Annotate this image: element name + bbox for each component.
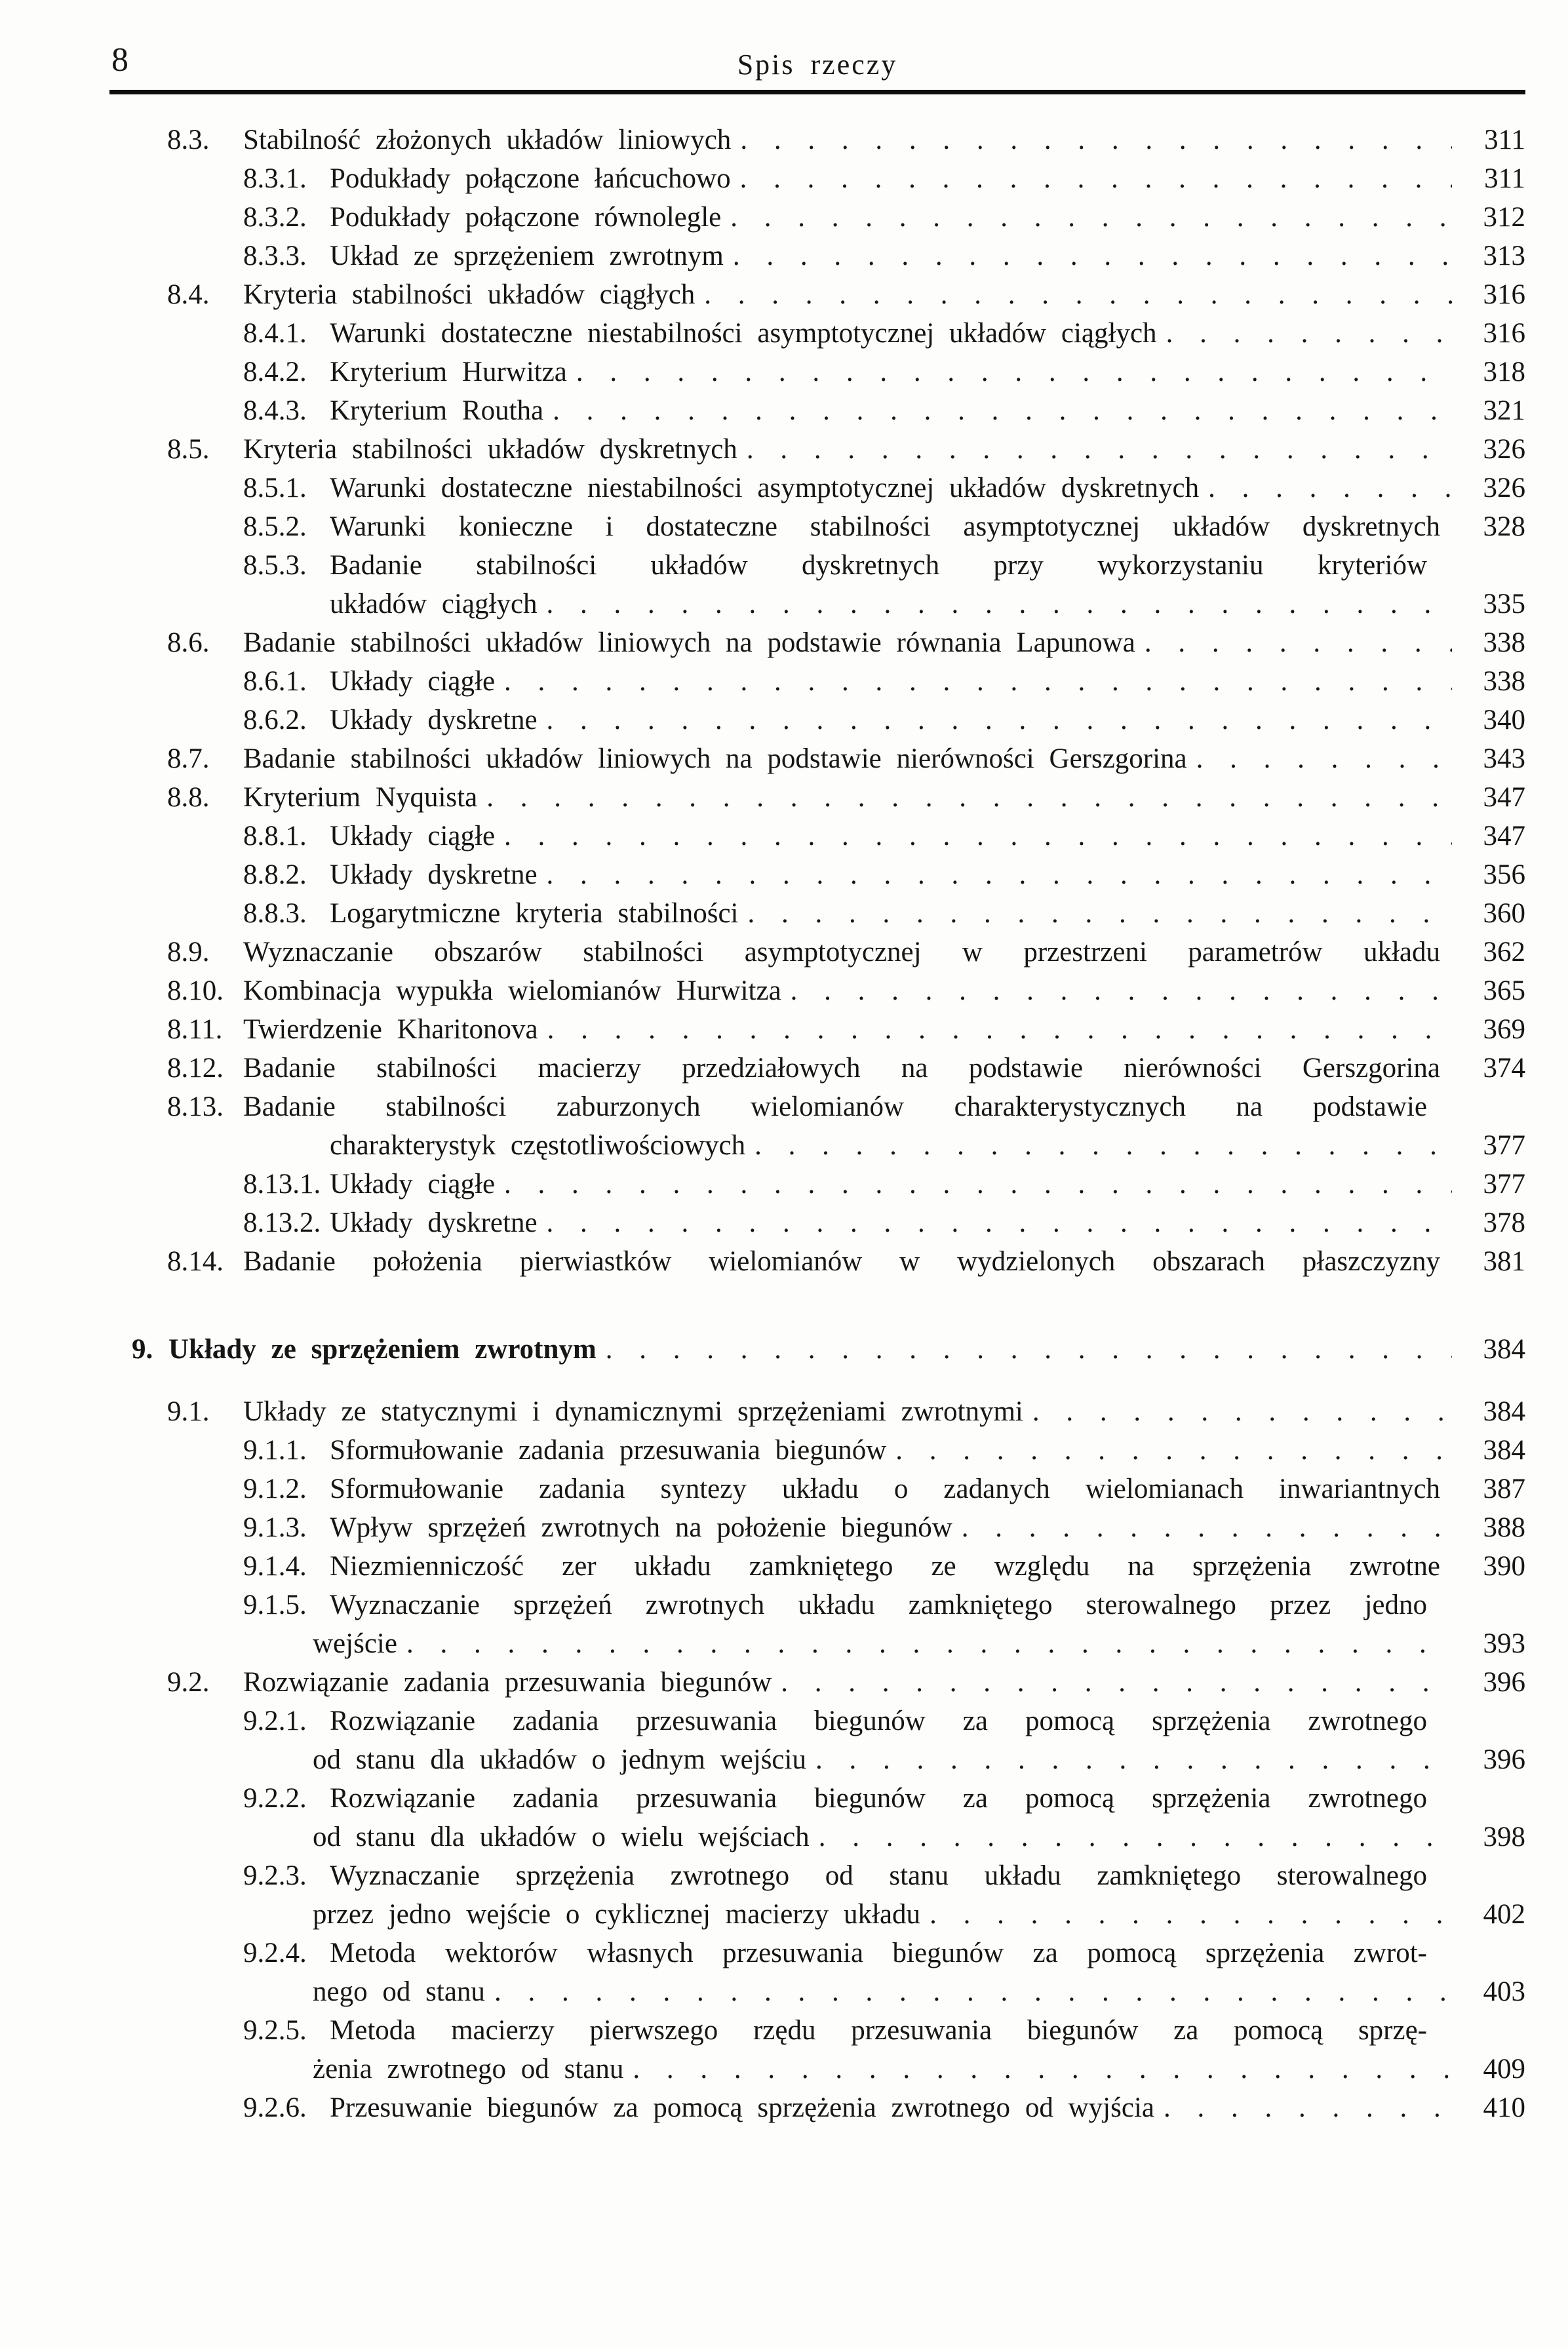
dot-leader <box>504 662 1452 701</box>
toc-entry-title: Układy ciągłe <box>330 666 496 697</box>
toc-entry-title: Układy ciągłe <box>330 1169 496 1200</box>
toc-entry <box>243 469 1525 507</box>
toc-entry-title: Logarytmiczne kryteria stabilności <box>330 898 739 929</box>
dot-leader <box>1164 2088 1452 2127</box>
toc-entry <box>243 1586 1525 1624</box>
toc-entry-title: Podukłady połączone łańcuchowo <box>330 163 731 194</box>
toc-entry <box>243 855 1525 894</box>
toc-entry-number: 8.8.3. <box>243 898 307 929</box>
toc-entry-continuation <box>313 1818 1525 1856</box>
toc-entry-number: 9.1.1. <box>243 1435 307 1466</box>
toc-page-number: 398 <box>1483 1822 1525 1852</box>
toc-entry-title: nego od stanu <box>313 1976 485 2007</box>
toc-entry <box>243 1856 1525 1895</box>
toc-entry <box>167 430 1525 469</box>
toc-entry-number: 8.4.2. <box>243 357 307 387</box>
header-rule <box>109 90 1525 94</box>
toc-entry-title: Warunki dostateczne niestabilności asymptotycznej układów ciągłych <box>330 318 1157 349</box>
toc-entry <box>243 353 1525 391</box>
toc-entry-title: Twierdzenie Kharitonova <box>243 1014 538 1045</box>
toc-page-number: 377 <box>1483 1130 1525 1161</box>
dot-leader <box>781 1663 1452 1702</box>
toc-entry-number: 9.1.2. <box>243 1474 307 1504</box>
toc-page-number: 410 <box>1483 2092 1525 2123</box>
toc-entry-title: Kryteria stabilności układów dyskretnych <box>243 434 737 465</box>
toc-entry-title: Układy ze sprzężeniem zwrotnym <box>168 1334 597 1365</box>
dot-leader <box>494 1972 1452 2011</box>
dot-leader <box>553 391 1452 430</box>
toc-entry-title: Wyznaczanie sprzężenia zwrotnego od stanu układu zamkniętego sterowalnego <box>330 1860 1427 1891</box>
toc-entry-title: Rozwiązanie zadania przesuwania biegunów za pomocą sprzężenia zwrotnego <box>330 1783 1427 1814</box>
toc-page-number: 318 <box>1483 357 1525 387</box>
toc-page-number: 326 <box>1483 473 1525 503</box>
toc-page-number: 326 <box>1483 434 1525 465</box>
toc-entry <box>243 1547 1525 1586</box>
dot-leader <box>547 1010 1452 1049</box>
toc-page-number: 384 <box>1483 1334 1525 1365</box>
toc-entry <box>243 662 1525 701</box>
toc-entry-title: Przesuwanie biegunów za pomocą sprzężenia zwrotnego od wyjścia <box>330 2092 1154 2123</box>
dot-leader <box>547 1203 1452 1242</box>
toc-entry-title: Badanie stabilności układów liniowych na podstawie równania Lapunowa <box>243 627 1135 658</box>
toc-entry-title: Układy dyskretne <box>330 705 538 735</box>
dot-leader <box>791 971 1452 1010</box>
toc-page-number: 340 <box>1483 705 1525 735</box>
toc-entry <box>132 1330 1525 1369</box>
toc-page-number: 316 <box>1483 279 1525 310</box>
toc-entry-number: 8.11. <box>167 1014 223 1045</box>
toc-entry <box>167 778 1525 817</box>
toc-page-number: 338 <box>1483 627 1525 658</box>
toc-entry-title: Sformułowanie zadania syntezy układu o zadanych wielomianach inwariantnych <box>330 1474 1440 1504</box>
toc-page-number: 384 <box>1483 1396 1525 1427</box>
dot-leader <box>633 2050 1452 2088</box>
toc-entry <box>167 1049 1525 1087</box>
dot-leader <box>1166 314 1452 353</box>
toc-page-number: 402 <box>1483 1899 1525 1930</box>
toc-entry-title: Sformułowanie zadania przesuwania biegunów <box>330 1435 887 1466</box>
toc-page-number: 381 <box>1483 1246 1525 1277</box>
toc-entry <box>243 894 1525 933</box>
dot-leader <box>606 1330 1452 1369</box>
toc-entry-number: 8.3.3. <box>243 241 307 271</box>
toc-page-number: 321 <box>1483 395 1525 426</box>
toc-entry-number: 8.13. <box>167 1091 224 1122</box>
toc-entry-number: 8.5.2. <box>243 511 307 542</box>
toc-entry-continuation <box>313 1895 1525 1934</box>
toc-entry-number: 8.5.3. <box>243 550 307 581</box>
toc-entry-title: żenia zwrotnego od stanu <box>313 2054 624 2084</box>
toc-entry-title: wejście <box>313 1628 397 1659</box>
toc-page-number: 313 <box>1483 241 1525 271</box>
toc-entry-number: 8.4.1. <box>243 318 307 349</box>
toc-page-number: 396 <box>1483 1744 1525 1775</box>
toc-entry-number: 9.2. <box>167 1667 210 1698</box>
toc-entry-title: Wyznaczanie obszarów stabilności asymptotycznej w przestrzeni parametrów układu <box>243 937 1440 968</box>
toc-entry-title: Badanie stabilności układów dyskretnych przy wykorzystaniu kryteriów <box>330 550 1427 581</box>
page-number: 8 <box>111 41 128 79</box>
toc-entry-title: Układy dyskretne <box>330 1207 538 1238</box>
toc-page-number: 388 <box>1483 1512 1525 1543</box>
toc-page-number: 396 <box>1483 1667 1525 1698</box>
toc-entry-title: Badanie stabilności macierzy przedziałowych na podstawie nierówności Gerszgorina <box>243 1053 1440 1084</box>
toc-entry <box>167 933 1525 971</box>
toc-entry-title: Warunki dostateczne niestabilności asymptotycznej układów dyskretnych <box>330 473 1200 503</box>
dot-leader <box>1208 469 1452 507</box>
toc-entry-title: Badanie położenia pierwiastków wielomianów w wydzielonych obszarach płaszczyzny <box>243 1246 1440 1277</box>
toc-entry-title: Niezmienniczość zer układu zamkniętego ze względu na sprzężenia zwrotne <box>330 1551 1440 1582</box>
toc-entry-number: 8.3.1. <box>243 163 307 194</box>
toc-entry-number: 8.3. <box>167 125 210 155</box>
toc-entry <box>243 1431 1525 1470</box>
dot-leader <box>733 237 1452 275</box>
toc-entry <box>243 701 1525 739</box>
toc-entry-number: 9.2.5. <box>243 2015 307 2046</box>
toc-entry-continuation <box>330 1126 1525 1165</box>
toc-page-number: 390 <box>1483 1551 1525 1582</box>
page-title: Spis rzeczy <box>737 49 898 81</box>
toc-entry-number: 9.2.2. <box>243 1783 307 1814</box>
toc-page-number: 362 <box>1483 937 1525 968</box>
toc-entry <box>243 314 1525 353</box>
toc-page-number: 387 <box>1483 1474 1525 1504</box>
dot-leader <box>486 778 1452 817</box>
toc-entry <box>243 507 1525 546</box>
toc-entry-number: 8.12. <box>167 1053 224 1084</box>
toc-entry-number: 9.2.1. <box>243 1706 307 1736</box>
dot-leader <box>704 275 1452 314</box>
toc-entry-title: Kombinacja wypukła wielomianów Hurwitza <box>243 975 781 1006</box>
toc-page-number: 343 <box>1483 743 1525 774</box>
toc-page-number: 347 <box>1483 782 1525 813</box>
toc-page-number: 384 <box>1483 1435 1525 1466</box>
toc-gap <box>109 1369 1525 1392</box>
toc-entry-number: 8.14. <box>167 1246 224 1277</box>
toc-page-number: 311 <box>1484 163 1525 194</box>
toc-entry-number: 9.2.4. <box>243 1938 307 1968</box>
toc-entry <box>167 1392 1525 1431</box>
toc-entry-number: 8.9. <box>167 937 210 968</box>
toc-entry-number: 9. <box>132 1334 153 1365</box>
toc-entry-number: 8.6.2. <box>243 705 307 735</box>
toc-page-number: 316 <box>1483 318 1525 349</box>
toc-entry-title: Rozwiązanie zadania przesuwania biegunów za pomocą sprzężenia zwrotnego <box>330 1706 1427 1736</box>
toc-page-number: 360 <box>1483 898 1525 929</box>
toc-entry <box>167 623 1525 662</box>
toc-entry-number: 9.1.3. <box>243 1512 307 1543</box>
toc-entry-number: 8.4. <box>167 279 210 310</box>
toc-entry-number: 9.2.3. <box>243 1860 307 1891</box>
toc-entry-title: Warunki konieczne i dostateczne stabilności asymptotycznej układów dyskretnych <box>330 511 1440 542</box>
page-body <box>109 0 1525 2127</box>
running-header <box>109 0 1525 81</box>
dot-leader <box>895 1431 1452 1470</box>
toc-page-number: 365 <box>1483 975 1525 1006</box>
toc-entry <box>243 159 1525 198</box>
toc-entry-number: 8.8.1. <box>243 821 307 851</box>
toc-entry <box>243 546 1525 585</box>
toc-entry-continuation <box>313 2050 1525 2088</box>
toc-entry-title: Metoda wektorów własnych przesuwania biegunów za pomocą sprzężenia zwrot- <box>330 1938 1427 1968</box>
toc-entry-title: Kryterium Hurwitza <box>330 357 567 387</box>
toc-entry-title: Układy ciągłe <box>330 821 496 851</box>
toc-entry <box>167 1242 1525 1281</box>
toc-entry-number: 8.13.1. <box>243 1169 321 1200</box>
dot-leader <box>755 1126 1452 1165</box>
dot-leader <box>747 430 1452 469</box>
dot-leader <box>740 159 1452 198</box>
toc-entry-continuation <box>313 1972 1525 2011</box>
toc-entry-title: układów ciągłych <box>330 589 538 619</box>
toc-page-number: 369 <box>1483 1014 1525 1045</box>
toc-entry-title: Rozwiązanie zadania przesuwania biegunów <box>243 1667 772 1698</box>
toc <box>109 121 1525 2127</box>
toc-entry-continuation <box>330 585 1525 623</box>
toc-entry <box>243 1508 1525 1547</box>
toc-entry-title: od stanu dla układów o jednym wejściu <box>313 1744 806 1775</box>
toc-entry <box>243 391 1525 430</box>
dot-leader <box>962 1508 1452 1547</box>
toc-entry-number: 8.5. <box>167 434 210 465</box>
toc-entry-title: Wpływ sprzężeń zwrotnych na położenie biegunów <box>330 1512 952 1543</box>
toc-page-number: 393 <box>1483 1628 1525 1659</box>
toc-entry-number: 8.8.2. <box>243 859 307 890</box>
toc-entry-number: 8.6.1. <box>243 666 307 697</box>
dot-leader <box>547 585 1452 623</box>
toc-entry-number: 8.6. <box>167 627 210 658</box>
toc-entry <box>167 121 1525 159</box>
toc-entry-number: 8.5.1. <box>243 473 307 503</box>
toc-entry-number: 8.8. <box>167 782 210 813</box>
toc-entry-title: Badanie stabilności zaburzonych wielomianów charakterystycznych na podstawie <box>243 1091 1427 1122</box>
toc-entry-title: charakterystyk częstotliwościowych <box>330 1130 746 1161</box>
toc-entry <box>243 2088 1525 2127</box>
dot-leader <box>504 1165 1452 1203</box>
dot-leader <box>930 1895 1452 1934</box>
toc-entry-title: Metoda macierzy pierwszego rzędu przesuwania biegunów za pomocą sprzę- <box>330 2015 1427 2046</box>
toc-page-number: 374 <box>1483 1053 1525 1084</box>
dot-leader <box>815 1740 1452 1779</box>
toc-page-number: 409 <box>1483 2054 1525 2084</box>
toc-page-number: 338 <box>1483 666 1525 697</box>
toc-entry <box>167 971 1525 1010</box>
toc-entry-number: 9.1. <box>167 1396 210 1427</box>
dot-leader <box>576 353 1452 391</box>
toc-entry <box>243 1203 1525 1242</box>
toc-entry-title: Wyznaczanie sprzężeń zwrotnych układu zamkniętego sterowalnego przez jedno <box>330 1590 1427 1620</box>
toc-entry <box>167 275 1525 314</box>
toc-entry-title: Układ ze sprzężeniem zwrotnym <box>330 241 724 271</box>
toc-entry <box>243 1779 1525 1818</box>
toc-entry <box>167 739 1525 778</box>
dot-leader <box>504 817 1452 855</box>
toc-page-number: 328 <box>1483 511 1525 542</box>
dot-leader <box>547 855 1452 894</box>
toc-page-number: 378 <box>1483 1207 1525 1238</box>
toc-entry-number: 8.3.2. <box>243 202 307 233</box>
dot-leader <box>547 701 1452 739</box>
toc-entry <box>243 1470 1525 1508</box>
toc-page-number: 335 <box>1483 589 1525 619</box>
dot-leader <box>740 121 1452 159</box>
toc-entry-title: Kryterium Routha <box>330 395 544 426</box>
toc-entry <box>167 1663 1525 1702</box>
toc-entry-continuation <box>313 1624 1525 1663</box>
toc-page-number: 311 <box>1484 125 1525 155</box>
toc-entry-number: 8.4.3. <box>243 395 307 426</box>
toc-entry-title: Układy dyskretne <box>330 859 538 890</box>
dot-leader <box>730 198 1452 237</box>
toc-entry <box>243 817 1525 855</box>
toc-page-number: 312 <box>1483 202 1525 233</box>
toc-entry-number: 9.1.5. <box>243 1590 307 1620</box>
dot-leader <box>406 1624 1452 1663</box>
toc-entry-title: Badanie stabilności układów liniowych na podstawie nierówności Gerszgorina <box>243 743 1187 774</box>
toc-entry <box>243 1165 1525 1203</box>
toc-entry-title: Stabilność złożonych układów liniowych <box>243 125 732 155</box>
toc-page-number: 347 <box>1483 821 1525 851</box>
toc-entry-title: Kryterium Nyquista <box>243 782 478 813</box>
toc-entry-number: 9.2.6. <box>243 2092 307 2123</box>
toc-page-number: 377 <box>1483 1169 1525 1200</box>
toc-entry <box>243 237 1525 275</box>
toc-entry-title: Podukłady połączone równolegle <box>330 202 722 233</box>
toc-entry-number: 8.10. <box>167 975 224 1006</box>
toc-page-number: 403 <box>1483 1976 1525 2007</box>
dot-leader <box>747 894 1452 933</box>
toc-entry-title: przez jedno wejście o cyklicznej macierzy układu <box>313 1899 921 1930</box>
dot-leader <box>1196 739 1452 778</box>
toc-entry-title: od stanu dla układów o wielu wejściach <box>313 1822 810 1852</box>
toc-entry-number: 8.13.2. <box>243 1207 321 1238</box>
toc-page-number: 356 <box>1483 859 1525 890</box>
toc-entry-title: Kryteria stabilności układów ciągłych <box>243 279 696 310</box>
toc-entry <box>167 1087 1525 1126</box>
dot-leader <box>1145 623 1452 662</box>
dot-leader <box>1032 1392 1452 1431</box>
toc-entry-number: 9.1.4. <box>243 1551 307 1582</box>
toc-entry <box>243 198 1525 237</box>
toc-entry-number: 8.7. <box>167 743 210 774</box>
toc-entry <box>243 1934 1525 1972</box>
toc-entry <box>167 1010 1525 1049</box>
toc-entry <box>243 1702 1525 1740</box>
toc-entry <box>243 2011 1525 2050</box>
toc-entry-continuation <box>313 1740 1525 1779</box>
toc-entry-title: Układy ze statycznymi i dynamicznymi sprzężeniami zwrotnymi <box>243 1396 1023 1427</box>
toc-gap <box>109 1281 1525 1330</box>
dot-leader <box>819 1818 1452 1856</box>
